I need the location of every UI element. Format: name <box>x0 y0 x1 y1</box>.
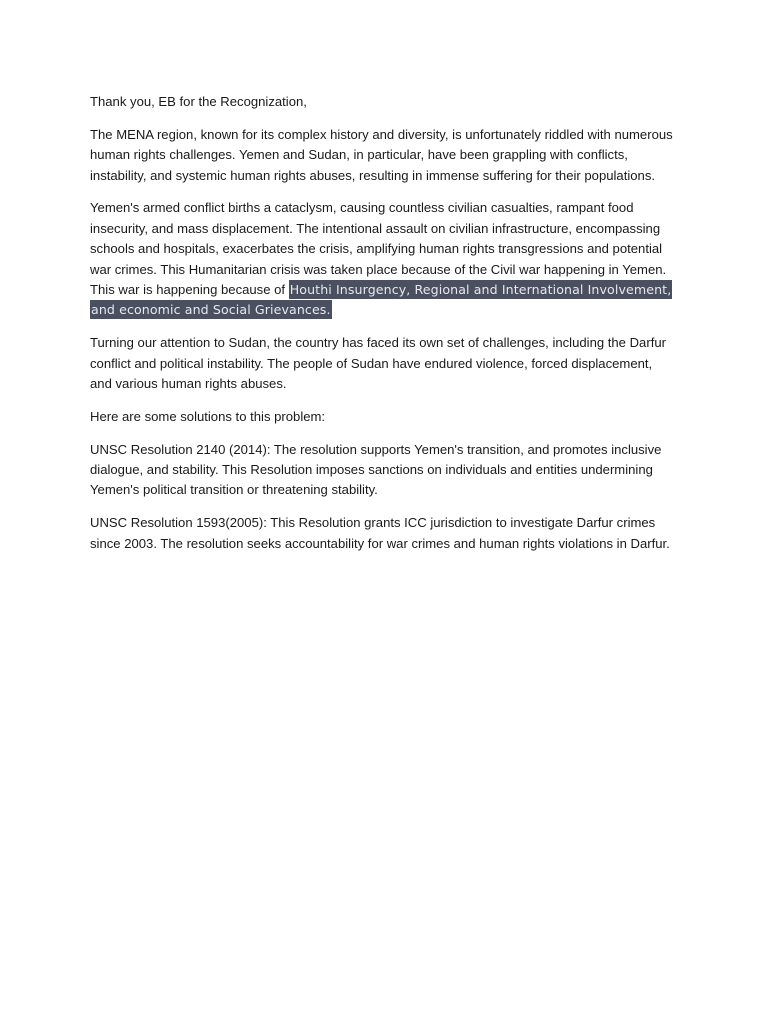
document-body <box>90 92 674 566</box>
yemen-paragraph <box>90 198 674 320</box>
yemen-paragraph-text: Yemen's armed conflict births a cataclysm, causing countless civilian casualties, rampant food insecurity, and mass displacement. The intentional assault on civilian infrastructure, encompassing schools and hospitals, exacerbates the crisis, amplifying human rights transgressions and potential war crimes. This Humanitarian crisis was taken place because of the Civil war happening in Yemen. This war is happening because of <box>90 200 667 298</box>
selected-text-highlight[interactable]: Houthi Insurgency, Regional and International Involvement, and economic and Social Grievances. <box>91 282 672 318</box>
sudan-paragraph: Turning our attention to Sudan, the country has faced its own set of challenges, including the Darfur conflict and political instability. The people of Sudan have endured violence, forced displacement, and various human rights abuses. <box>90 335 666 392</box>
resolution-2140-paragraph: UNSC Resolution 2140 (2014): The resolution supports Yemen's transition, and promotes inclusive dialogue, and stability. This Resolution imposes sanctions on individuals and entities undermining Yemen's political transition or threatening stability. <box>90 441 662 498</box>
resolution-1593-paragraph: UNSC Resolution 1593(2005): This Resolution grants ICC jurisdiction to investigate Darfur crimes since 2003. The resolution seeks accountability for war crimes and human rights violations in Darfur. <box>90 515 670 551</box>
greeting-paragraph: Thank you, EB for the Recognization, <box>90 94 307 109</box>
mena-paragraph: The MENA region, known for its complex history and diversity, is unfortunately riddled with numerous human rights challenges. Yemen and Sudan, in particular, have been grappling with conflicts, instability, and systemic human rights abuses, resulting in immense suffering for their populations. <box>90 126 673 183</box>
solutions-intro: Here are some solutions to this problem: <box>90 408 326 424</box>
